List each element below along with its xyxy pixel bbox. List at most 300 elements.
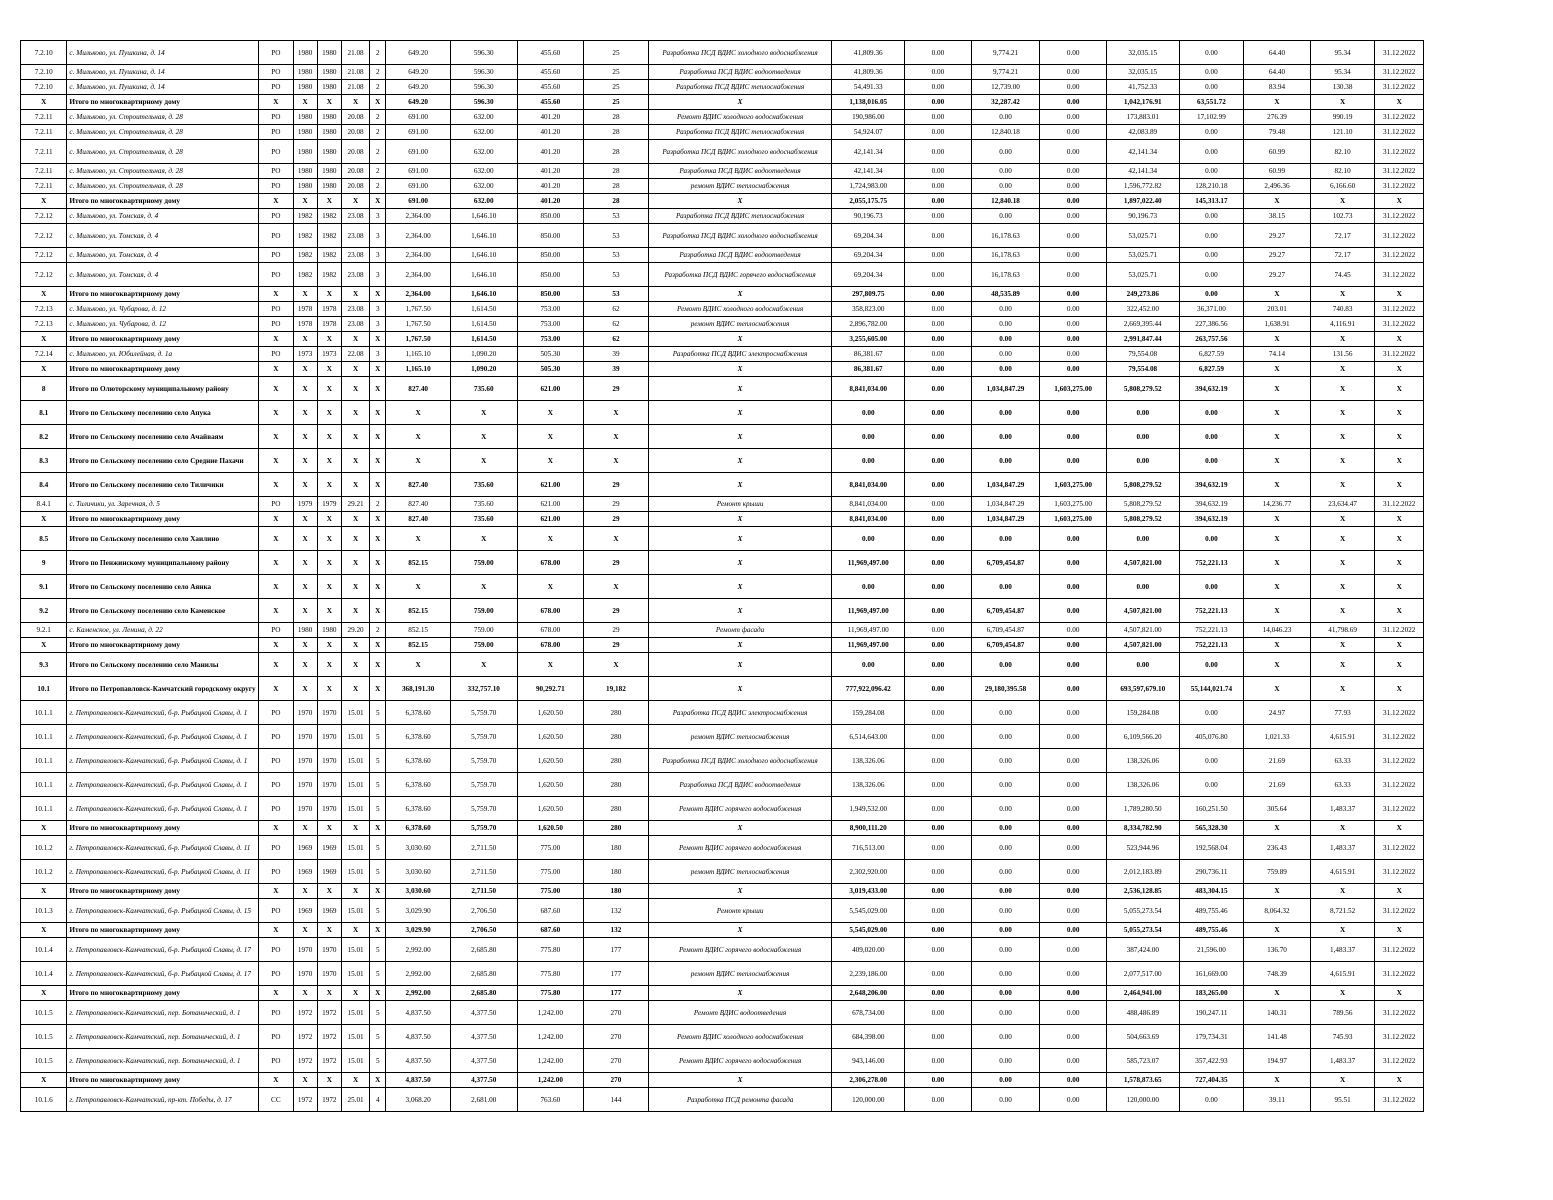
deadline-cell: 31.12.2022 bbox=[1375, 773, 1424, 797]
owner-funds-cell: 504,663.69 bbox=[1106, 1025, 1179, 1049]
unit-cost-cell: 21.69 bbox=[1244, 773, 1311, 797]
local-funds-cell: 0.00 bbox=[1040, 1088, 1107, 1112]
year-built-cell: X bbox=[293, 575, 317, 599]
work-type-cell: Разработка ПСД ВДИС холодного водоснабжения bbox=[648, 140, 832, 164]
row-number: 10.1.1 bbox=[21, 725, 67, 749]
wear-cell: 29.20 bbox=[341, 623, 369, 638]
table-row bbox=[21, 347, 1424, 362]
living-area-cell: 632.00 bbox=[450, 125, 517, 140]
floors-cell: 2 bbox=[370, 80, 386, 95]
year-commission-cell: X bbox=[317, 194, 341, 209]
deadline-cell: 31.12.2022 bbox=[1375, 1088, 1424, 1112]
type-cell: РО bbox=[259, 302, 293, 317]
total-area-cell: 1,767.50 bbox=[386, 302, 451, 317]
floors-cell: 5 bbox=[370, 860, 386, 884]
row-number: 9.2.1 bbox=[21, 623, 67, 638]
row-number: 7.2.11 bbox=[21, 179, 67, 194]
type-cell: РО bbox=[259, 962, 293, 986]
work-type-cell: Разработка ПСД ВДИС электроснабжения bbox=[648, 701, 832, 725]
work-type-cell: Ремонт фасада bbox=[648, 623, 832, 638]
floors-cell: 5 bbox=[370, 962, 386, 986]
living-area-cell: 332,757.10 bbox=[450, 677, 517, 701]
floors-cell: X bbox=[370, 677, 386, 701]
wear-cell: 21.08 bbox=[341, 80, 369, 95]
local-funds-cell: 0.00 bbox=[1040, 362, 1107, 377]
owner-funds-cell: 4,507,821.00 bbox=[1106, 599, 1179, 623]
type-cell: X bbox=[259, 401, 293, 425]
local-funds-cell: 0.00 bbox=[1040, 527, 1107, 551]
owner-funds-cell: 1,042,176.91 bbox=[1106, 95, 1179, 110]
floors-cell: X bbox=[370, 653, 386, 677]
address-cell: г. Петропавловск-Камчатский, пер. Ботанический, д. 1 bbox=[67, 1025, 259, 1049]
wear-cell: X bbox=[341, 425, 369, 449]
wear-cell: X bbox=[341, 599, 369, 623]
table-row bbox=[21, 362, 1424, 377]
unit-cost-cell: X bbox=[1244, 473, 1311, 497]
owner-funds-cell: 79,554.08 bbox=[1106, 347, 1179, 362]
total-cost-cell: 1,138,016.05 bbox=[832, 95, 905, 110]
regional-funds-cell: 0.00 bbox=[971, 575, 1040, 599]
row-number: 7.2.14 bbox=[21, 347, 67, 362]
owner-funds-cell: 5,055,273.54 bbox=[1106, 923, 1179, 938]
residents-cell: 39 bbox=[584, 347, 649, 362]
owner-funds-cell: 1,789,280.50 bbox=[1106, 797, 1179, 821]
total-cost-cell: 2,302,920.00 bbox=[832, 860, 905, 884]
total-area-cell: 1,767.50 bbox=[386, 317, 451, 332]
other-funds-cell: 394,632.19 bbox=[1179, 497, 1244, 512]
table-row bbox=[21, 821, 1424, 836]
type-cell: РО bbox=[259, 80, 293, 95]
floors-cell: 3 bbox=[370, 263, 386, 287]
wear-cell: 23.08 bbox=[341, 224, 369, 248]
residents-cell: 29 bbox=[584, 551, 649, 575]
regional-funds-cell: 0.00 bbox=[971, 725, 1040, 749]
year-commission-cell: 1972 bbox=[317, 1088, 341, 1112]
year-built-cell: 1982 bbox=[293, 263, 317, 287]
work-type-cell: Разработка ПСД ВДИС горячего водоснабжения bbox=[648, 263, 832, 287]
owner-funds-cell: 42,083.89 bbox=[1106, 125, 1179, 140]
work-type-cell: X bbox=[648, 653, 832, 677]
local-funds-cell: 0.00 bbox=[1040, 248, 1107, 263]
total-area-cell: 649.20 bbox=[386, 95, 451, 110]
deadline-cell: 31.12.2022 bbox=[1375, 962, 1424, 986]
work-type-cell: ремонт ВДИС теплоснабжения bbox=[648, 317, 832, 332]
owner-funds-cell: 0.00 bbox=[1106, 401, 1179, 425]
federal-funds-cell: 0.00 bbox=[905, 65, 972, 80]
max-unit-cost-cell: X bbox=[1310, 449, 1375, 473]
year-commission-cell: 1970 bbox=[317, 725, 341, 749]
unit-cost-cell: 276.39 bbox=[1244, 110, 1311, 125]
nonliving-area-cell: 775.00 bbox=[517, 884, 584, 899]
owner-funds-cell: 488,486.89 bbox=[1106, 1001, 1179, 1025]
max-unit-cost-cell: X bbox=[1310, 821, 1375, 836]
year-commission-cell: X bbox=[317, 332, 341, 347]
total-cost-cell: 6,514,643.00 bbox=[832, 725, 905, 749]
regional-funds-cell: 0.00 bbox=[971, 1001, 1040, 1025]
work-type-cell: ремонт ВДИС теплоснабжения bbox=[648, 860, 832, 884]
row-number: 8 bbox=[21, 377, 67, 401]
table-row bbox=[21, 401, 1424, 425]
deadline-cell: 31.12.2022 bbox=[1375, 860, 1424, 884]
other-funds-cell: 145,313.17 bbox=[1179, 194, 1244, 209]
row-number: 7.2.10 bbox=[21, 65, 67, 80]
table-row bbox=[21, 377, 1424, 401]
floors-cell: 2 bbox=[370, 623, 386, 638]
address-cell: с. Мильково, ул. Томская, д. 4 bbox=[67, 263, 259, 287]
floors-cell: X bbox=[370, 194, 386, 209]
living-area-cell: 5,759.70 bbox=[450, 749, 517, 773]
local-funds-cell: 0.00 bbox=[1040, 701, 1107, 725]
wear-cell: 23.08 bbox=[341, 263, 369, 287]
federal-funds-cell: 0.00 bbox=[905, 821, 972, 836]
nonliving-area-cell: 678.00 bbox=[517, 551, 584, 575]
row-number: 9 bbox=[21, 551, 67, 575]
year-built-cell: X bbox=[293, 923, 317, 938]
type-cell: X bbox=[259, 677, 293, 701]
address-cell: г. Петропавловск-Камчатский, б-р. Рыбацкой Славы, д. 1 bbox=[67, 749, 259, 773]
nonliving-area-cell: 753.00 bbox=[517, 317, 584, 332]
floors-cell: X bbox=[370, 575, 386, 599]
owner-funds-cell: 6,109,566.20 bbox=[1106, 725, 1179, 749]
other-funds-cell: 128,210.18 bbox=[1179, 179, 1244, 194]
max-unit-cost-cell: 1,483.37 bbox=[1310, 1049, 1375, 1073]
deadline-cell: 31.12.2022 bbox=[1375, 1001, 1424, 1025]
living-area-cell: 596.30 bbox=[450, 65, 517, 80]
unit-cost-cell: 79.48 bbox=[1244, 125, 1311, 140]
max-unit-cost-cell: 95.34 bbox=[1310, 65, 1375, 80]
regional-funds-cell: 12,840.18 bbox=[971, 125, 1040, 140]
regional-funds-cell: 0.00 bbox=[971, 347, 1040, 362]
deadline-cell: 31.12.2022 bbox=[1375, 263, 1424, 287]
other-funds-cell: 0.00 bbox=[1179, 527, 1244, 551]
table-row bbox=[21, 80, 1424, 95]
total-area-cell: X bbox=[386, 401, 451, 425]
total-cost-cell: 2,306,278.00 bbox=[832, 1073, 905, 1088]
work-type-cell: X bbox=[648, 377, 832, 401]
work-type-cell: X bbox=[648, 287, 832, 302]
unit-cost-cell: 60.99 bbox=[1244, 140, 1311, 164]
year-commission-cell: 1973 bbox=[317, 347, 341, 362]
nonliving-area-cell: 678.00 bbox=[517, 623, 584, 638]
work-type-cell: Разработка ПСД ВДИС холодного водоснабжения bbox=[648, 41, 832, 65]
table-row bbox=[21, 836, 1424, 860]
row-number: 9.3 bbox=[21, 653, 67, 677]
owner-funds-cell: 1,578,873.65 bbox=[1106, 1073, 1179, 1088]
deadline-cell: 31.12.2022 bbox=[1375, 836, 1424, 860]
living-area-cell: X bbox=[450, 425, 517, 449]
total-cost-cell: 0.00 bbox=[832, 425, 905, 449]
residents-cell: 25 bbox=[584, 41, 649, 65]
max-unit-cost-cell: 77.93 bbox=[1310, 701, 1375, 725]
year-built-cell: X bbox=[293, 287, 317, 302]
wear-cell: 15.01 bbox=[341, 1025, 369, 1049]
max-unit-cost-cell: 63.33 bbox=[1310, 773, 1375, 797]
living-area-cell: 1,614.50 bbox=[450, 332, 517, 347]
local-funds-cell: 0.00 bbox=[1040, 599, 1107, 623]
regional-funds-cell: 12,840.18 bbox=[971, 194, 1040, 209]
regional-funds-cell: 0.00 bbox=[971, 110, 1040, 125]
living-area-cell: 1,646.10 bbox=[450, 287, 517, 302]
work-type-cell: X bbox=[648, 575, 832, 599]
table-row bbox=[21, 638, 1424, 653]
total-area-cell: 1,767.50 bbox=[386, 332, 451, 347]
year-built-cell: 1970 bbox=[293, 797, 317, 821]
year-commission-cell: 1980 bbox=[317, 80, 341, 95]
row-number: 10.1.1 bbox=[21, 701, 67, 725]
table-row bbox=[21, 575, 1424, 599]
nonliving-area-cell: 775.00 bbox=[517, 836, 584, 860]
unit-cost-cell: 203.01 bbox=[1244, 302, 1311, 317]
total-cost-cell: 54,924.07 bbox=[832, 125, 905, 140]
other-funds-cell: 0.00 bbox=[1179, 80, 1244, 95]
year-built-cell: 1970 bbox=[293, 773, 317, 797]
max-unit-cost-cell: 740.83 bbox=[1310, 302, 1375, 317]
unit-cost-cell: X bbox=[1244, 401, 1311, 425]
wear-cell: 15.01 bbox=[341, 749, 369, 773]
address-cell: с. Тиличики, ул. Заречная, д. 5 bbox=[67, 497, 259, 512]
unit-cost-cell: 60.99 bbox=[1244, 164, 1311, 179]
max-unit-cost-cell: 131.56 bbox=[1310, 347, 1375, 362]
address-cell: Итого по многоквартирному дому bbox=[67, 821, 259, 836]
nonliving-area-cell: 1,620.50 bbox=[517, 821, 584, 836]
regional-funds-cell: 0.00 bbox=[971, 923, 1040, 938]
unit-cost-cell: 136.70 bbox=[1244, 938, 1311, 962]
owner-funds-cell: 53,025.71 bbox=[1106, 263, 1179, 287]
living-area-cell: 596.30 bbox=[450, 80, 517, 95]
floors-cell: X bbox=[370, 362, 386, 377]
wear-cell: 29.21 bbox=[341, 497, 369, 512]
type-cell: X bbox=[259, 194, 293, 209]
address-cell: с. Мильково, ул. Строительная, д. 28 bbox=[67, 140, 259, 164]
deadline-cell: X bbox=[1375, 377, 1424, 401]
regional-funds-cell: 0.00 bbox=[971, 362, 1040, 377]
federal-funds-cell: 0.00 bbox=[905, 962, 972, 986]
address-cell: с. Каменское, ул. Ленина, д. 22 bbox=[67, 623, 259, 638]
wear-cell: X bbox=[341, 527, 369, 551]
deadline-cell: X bbox=[1375, 473, 1424, 497]
address-cell: г. Петропавловск-Камчатский, б-р. Рыбацкой Славы, д. 15 bbox=[67, 899, 259, 923]
living-area-cell: 4,377.50 bbox=[450, 1001, 517, 1025]
unit-cost-cell: X bbox=[1244, 194, 1311, 209]
year-built-cell: 1980 bbox=[293, 623, 317, 638]
year-commission-cell: X bbox=[317, 638, 341, 653]
type-cell: РО bbox=[259, 248, 293, 263]
year-built-cell: 1982 bbox=[293, 209, 317, 224]
owner-funds-cell: 41,752.33 bbox=[1106, 80, 1179, 95]
other-funds-cell: 0.00 bbox=[1179, 41, 1244, 65]
max-unit-cost-cell: 6,166.60 bbox=[1310, 179, 1375, 194]
nonliving-area-cell: 850.00 bbox=[517, 248, 584, 263]
regional-funds-cell: 0.00 bbox=[971, 836, 1040, 860]
type-cell: X bbox=[259, 377, 293, 401]
floors-cell: X bbox=[370, 473, 386, 497]
unit-cost-cell: 14,236.77 bbox=[1244, 497, 1311, 512]
max-unit-cost-cell: 1,483.37 bbox=[1310, 836, 1375, 860]
local-funds-cell: 0.00 bbox=[1040, 194, 1107, 209]
year-commission-cell: X bbox=[317, 527, 341, 551]
year-built-cell: 1970 bbox=[293, 938, 317, 962]
floors-cell: X bbox=[370, 884, 386, 899]
owner-funds-cell: 0.00 bbox=[1106, 527, 1179, 551]
other-funds-cell: 0.00 bbox=[1179, 575, 1244, 599]
floors-cell: 5 bbox=[370, 701, 386, 725]
other-funds-cell: 21,596.00 bbox=[1179, 938, 1244, 962]
residents-cell: X bbox=[584, 401, 649, 425]
federal-funds-cell: 0.00 bbox=[905, 551, 972, 575]
regional-funds-cell: 1,034,847.29 bbox=[971, 377, 1040, 401]
deadline-cell: X bbox=[1375, 527, 1424, 551]
max-unit-cost-cell: X bbox=[1310, 512, 1375, 527]
regional-funds-cell: 1,034,847.29 bbox=[971, 497, 1040, 512]
year-built-cell: X bbox=[293, 332, 317, 347]
address-cell: Итого по Сельскому поселению село Манилы bbox=[67, 653, 259, 677]
unit-cost-cell: 1,638.91 bbox=[1244, 317, 1311, 332]
other-funds-cell: 0.00 bbox=[1179, 425, 1244, 449]
federal-funds-cell: 0.00 bbox=[905, 497, 972, 512]
address-cell: Итого по многоквартирному дому bbox=[67, 884, 259, 899]
wear-cell: X bbox=[341, 884, 369, 899]
residents-cell: X bbox=[584, 575, 649, 599]
federal-funds-cell: 0.00 bbox=[905, 623, 972, 638]
address-cell: г. Петропавловск-Камчатский, б-р. Рыбацкой Славы, д. 11 bbox=[67, 836, 259, 860]
deadline-cell: 31.12.2022 bbox=[1375, 80, 1424, 95]
federal-funds-cell: 0.00 bbox=[905, 164, 972, 179]
row-number: 7.2.12 bbox=[21, 209, 67, 224]
owner-funds-cell: 249,273.86 bbox=[1106, 287, 1179, 302]
local-funds-cell: 0.00 bbox=[1040, 773, 1107, 797]
living-area-cell: 4,377.50 bbox=[450, 1025, 517, 1049]
residents-cell: 29 bbox=[584, 599, 649, 623]
other-funds-cell: 752,221.13 bbox=[1179, 551, 1244, 575]
floors-cell: X bbox=[370, 95, 386, 110]
wear-cell: X bbox=[341, 923, 369, 938]
unit-cost-cell: 748.39 bbox=[1244, 962, 1311, 986]
deadline-cell: X bbox=[1375, 884, 1424, 899]
total-cost-cell: 11,969,497.00 bbox=[832, 599, 905, 623]
federal-funds-cell: 0.00 bbox=[905, 332, 972, 347]
type-cell: X bbox=[259, 653, 293, 677]
wear-cell: 15.01 bbox=[341, 773, 369, 797]
nonliving-area-cell: 401.20 bbox=[517, 194, 584, 209]
federal-funds-cell: 0.00 bbox=[905, 209, 972, 224]
floors-cell: 5 bbox=[370, 1025, 386, 1049]
unit-cost-cell: X bbox=[1244, 332, 1311, 347]
deadline-cell: X bbox=[1375, 332, 1424, 347]
deadline-cell: 31.12.2022 bbox=[1375, 164, 1424, 179]
other-funds-cell: 36,371.00 bbox=[1179, 302, 1244, 317]
nonliving-area-cell: 850.00 bbox=[517, 224, 584, 248]
total-area-cell: 3,029.90 bbox=[386, 899, 451, 923]
deadline-cell: X bbox=[1375, 362, 1424, 377]
type-cell: X bbox=[259, 362, 293, 377]
table-row bbox=[21, 512, 1424, 527]
living-area-cell: 1,614.50 bbox=[450, 317, 517, 332]
other-funds-cell: 0.00 bbox=[1179, 449, 1244, 473]
year-commission-cell: X bbox=[317, 425, 341, 449]
wear-cell: 20.08 bbox=[341, 164, 369, 179]
total-area-cell: 2,992.00 bbox=[386, 986, 451, 1001]
row-number: 10.1.1 bbox=[21, 797, 67, 821]
wear-cell: X bbox=[341, 95, 369, 110]
total-cost-cell: 11,969,497.00 bbox=[832, 551, 905, 575]
address-cell: г. Петропавловск-Камчатский, б-р. Рыбацкой Славы, д. 17 bbox=[67, 938, 259, 962]
other-funds-cell: 190,247.11 bbox=[1179, 1001, 1244, 1025]
wear-cell: X bbox=[341, 638, 369, 653]
local-funds-cell: 0.00 bbox=[1040, 884, 1107, 899]
total-cost-cell: 684,398.00 bbox=[832, 1025, 905, 1049]
local-funds-cell: 1,603,275.00 bbox=[1040, 377, 1107, 401]
row-number: 10.1.2 bbox=[21, 836, 67, 860]
max-unit-cost-cell: 63.33 bbox=[1310, 749, 1375, 773]
wear-cell: 20.08 bbox=[341, 110, 369, 125]
floors-cell: 3 bbox=[370, 302, 386, 317]
year-built-cell: 1980 bbox=[293, 140, 317, 164]
address-cell: Итого по многоквартирному дому bbox=[67, 638, 259, 653]
unit-cost-cell: X bbox=[1244, 923, 1311, 938]
floors-cell: 2 bbox=[370, 65, 386, 80]
federal-funds-cell: 0.00 bbox=[905, 653, 972, 677]
wear-cell: 15.01 bbox=[341, 938, 369, 962]
year-commission-cell: 1978 bbox=[317, 302, 341, 317]
table-row bbox=[21, 209, 1424, 224]
residents-cell: 177 bbox=[584, 962, 649, 986]
row-number: 7.2.11 bbox=[21, 164, 67, 179]
floors-cell: X bbox=[370, 377, 386, 401]
year-commission-cell: 1969 bbox=[317, 899, 341, 923]
local-funds-cell: 0.00 bbox=[1040, 263, 1107, 287]
address-cell: г. Петропавловск-Камчатский, пер. Ботанический, д. 1 bbox=[67, 1049, 259, 1073]
year-built-cell: X bbox=[293, 986, 317, 1001]
deadline-cell: 31.12.2022 bbox=[1375, 317, 1424, 332]
deadline-cell: X bbox=[1375, 923, 1424, 938]
owner-funds-cell: 8,334,782.90 bbox=[1106, 821, 1179, 836]
table-row bbox=[21, 1001, 1424, 1025]
nonliving-area-cell: 401.20 bbox=[517, 110, 584, 125]
local-funds-cell: 0.00 bbox=[1040, 821, 1107, 836]
federal-funds-cell: 0.00 bbox=[905, 986, 972, 1001]
total-cost-cell: 0.00 bbox=[832, 575, 905, 599]
federal-funds-cell: 0.00 bbox=[905, 938, 972, 962]
nonliving-area-cell: 1,620.50 bbox=[517, 749, 584, 773]
total-cost-cell: 2,896,782.00 bbox=[832, 317, 905, 332]
max-unit-cost-cell: X bbox=[1310, 362, 1375, 377]
type-cell: РО bbox=[259, 497, 293, 512]
other-funds-cell: 183,265.00 bbox=[1179, 986, 1244, 1001]
unit-cost-cell: 64.40 bbox=[1244, 65, 1311, 80]
max-unit-cost-cell: X bbox=[1310, 377, 1375, 401]
unit-cost-cell: 83.94 bbox=[1244, 80, 1311, 95]
total-cost-cell: 8,841,034.00 bbox=[832, 512, 905, 527]
unit-cost-cell: X bbox=[1244, 677, 1311, 701]
address-cell: Итого по Сельскому поселению село Ачайваям bbox=[67, 425, 259, 449]
year-commission-cell: 1972 bbox=[317, 1049, 341, 1073]
year-commission-cell: X bbox=[317, 986, 341, 1001]
table-row bbox=[21, 653, 1424, 677]
federal-funds-cell: 0.00 bbox=[905, 638, 972, 653]
row-number: 10.1.1 bbox=[21, 773, 67, 797]
address-cell: Итого по многоквартирному дому bbox=[67, 986, 259, 1001]
year-built-cell: X bbox=[293, 362, 317, 377]
type-cell: РО bbox=[259, 209, 293, 224]
address-cell: г. Петропавловск-Камчатский, б-р. Рыбацкой Славы, д. 11 bbox=[67, 860, 259, 884]
max-unit-cost-cell: X bbox=[1310, 527, 1375, 551]
owner-funds-cell: 53,025.71 bbox=[1106, 224, 1179, 248]
living-area-cell: 2,706.50 bbox=[450, 923, 517, 938]
living-area-cell: 1,646.10 bbox=[450, 263, 517, 287]
work-type-cell: Ремонт ВДИС холодного водоснабжения bbox=[648, 1025, 832, 1049]
regional-funds-cell: 0.00 bbox=[971, 302, 1040, 317]
federal-funds-cell: 0.00 bbox=[905, 749, 972, 773]
